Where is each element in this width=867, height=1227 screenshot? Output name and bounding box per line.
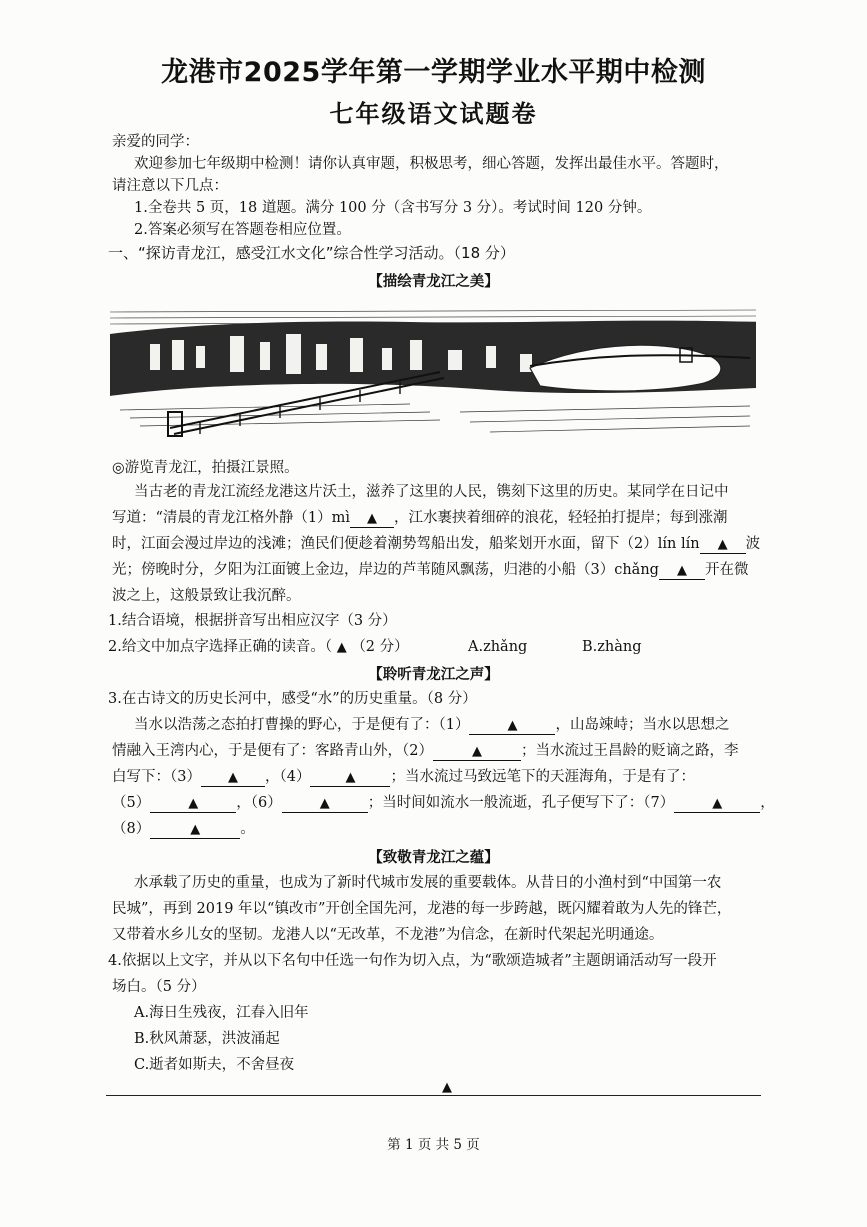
passage-line: 水承载了历史的重量，也成为了新时代城市发展的重要载体。从昔日的小渔村到“中国第一农 xyxy=(134,875,722,891)
option-b: B.秋风萧瑟，洪波涌起 xyxy=(134,1031,280,1047)
answer-blank-p1: ▲ xyxy=(469,717,555,735)
page-footer: 第 1 页 共 5 页 xyxy=(387,1137,480,1153)
greeting: 亲爱的同学： xyxy=(112,134,199,150)
passage-line: 时，江面会漫过岸边的浅滩；渔民们便趁着潮势驾船出发，船桨划开水面，留下（2）lín lín ▲ 波 xyxy=(112,536,761,552)
poem-line: 情融入王湾内心，于是便有了：客路青山外，（2） ▲ ；当水流过王昌龄的贬谪之路，李 xyxy=(112,743,739,759)
question-4: 4.依据以上文字，并从以下名句中任选一句作为切入点，为“歌颂造城者”主题朗诵活动写一段开 xyxy=(108,953,717,969)
exam-subtitle: 七年级语文试题卷 xyxy=(329,100,538,128)
exam-title: 龙港市2025学年第一学期学业水平期中检测 xyxy=(161,57,706,88)
answer-blank-p5: ▲ xyxy=(150,795,236,813)
intro-note: 2.答案必须写在答题卷相应位置。 xyxy=(134,222,351,238)
answer-blank-p3: ▲ xyxy=(201,769,265,787)
answer-blank-2: ▲ xyxy=(700,536,746,554)
section-heading: 一、“探访青龙江，感受江水文化”综合性学习活动。（18 分） xyxy=(108,244,515,262)
intro-line: 欢迎参加七年级期中检测！请你认真审题，积极思考，细心答题，发挥出最佳水平。答题时， xyxy=(134,156,729,172)
option-a: A.zhǎng xyxy=(468,639,528,655)
part-heading: 【聆听青龙江之声】 xyxy=(368,667,499,683)
passage-line: 又带着水乡儿女的坚韧。龙港人以“无改革，不龙港”为信念，在新时代架起光明通途。 xyxy=(112,927,664,943)
answer-blank-p4: ▲ xyxy=(310,769,390,787)
poem-line: （8） ▲ 。 xyxy=(112,821,255,837)
poem-line: 白写下：（3） ▲ ，（4） ▲ ；当水流过马致远笔下的天涯海角，于是有了： xyxy=(112,769,695,785)
option-b: B.zhàng xyxy=(582,639,642,655)
question-2: 2.给文中加点字选择正确的读音。（ ▲ （2 分） xyxy=(108,639,409,655)
intro-line: 请注意以下几点： xyxy=(112,178,228,194)
poem-line: （5） ▲ ，（6） ▲ ；当时间如流水一般流逝，孔子便写下了：（7） ▲ ， xyxy=(112,795,775,811)
poem-line: 当水以浩荡之态拍打曹操的野心，于是便有了：（1） ▲ ，山岛竦峙；当水以思想之 xyxy=(134,717,730,733)
river-city-illustration xyxy=(110,300,756,442)
passage-line: 民城”，再到 2019 年以“镇改市”开创全国先河，龙港的每一步跨越，既闪耀着敢为人先的锋芒， xyxy=(112,901,732,917)
answer-blank-p8: ▲ xyxy=(150,821,240,839)
question-3: 3.在古诗文的历史长河中，感受“水”的历史重量。（8 分） xyxy=(108,691,477,707)
answer-blank-p2: ▲ xyxy=(433,743,521,761)
question-1: 1.结合语境，根据拼音写出相应汉字（3 分） xyxy=(108,613,397,629)
passage-line: 当古老的青龙江流经龙港这片沃土，滋养了这里的人民，镌刻下这里的历史。某同学在日记中 xyxy=(134,484,729,500)
answer-blank-p6: ▲ xyxy=(282,795,368,813)
passage-line: 光；傍晚时分，夕阳为江面镀上金边，岸边的芦苇随风飘荡，归港的小船（3）chǎng ▲ 开在微 xyxy=(112,562,749,578)
answer-blank-1: ▲ xyxy=(350,510,394,528)
part-heading: 【描绘青龙江之美】 xyxy=(368,274,499,290)
option-a: A.海日生残夜，江春入旧年 xyxy=(134,1005,309,1021)
part-heading: 【致敬青龙江之蕴】 xyxy=(368,850,499,866)
passage-line: 写道：“清晨的青龙江格外静（1）mì ▲ ，江水裹挟着细碎的浪花，轻轻拍打提岸；每到涨潮 xyxy=(112,510,728,526)
intro-note: 1.全卷共 5 页，18 道题。满分 100 分（含书写分 3 分）。考试时间 120 分钟。 xyxy=(134,200,652,216)
answer-line xyxy=(106,1095,761,1096)
answer-blank-3: ▲ xyxy=(659,562,705,580)
answer-blank-p7: ▲ xyxy=(674,795,760,813)
answer-marker: ▲ xyxy=(442,1080,452,1095)
illustration-caption: ◎游览青龙江，拍摄江景照。 xyxy=(112,460,299,476)
option-c: C.逝者如斯夫，不舍昼夜 xyxy=(134,1057,295,1073)
question-4-cont: 场白。（5 分） xyxy=(112,979,206,995)
passage-line: 波之上，这般景致让我沉醉。 xyxy=(112,588,301,604)
